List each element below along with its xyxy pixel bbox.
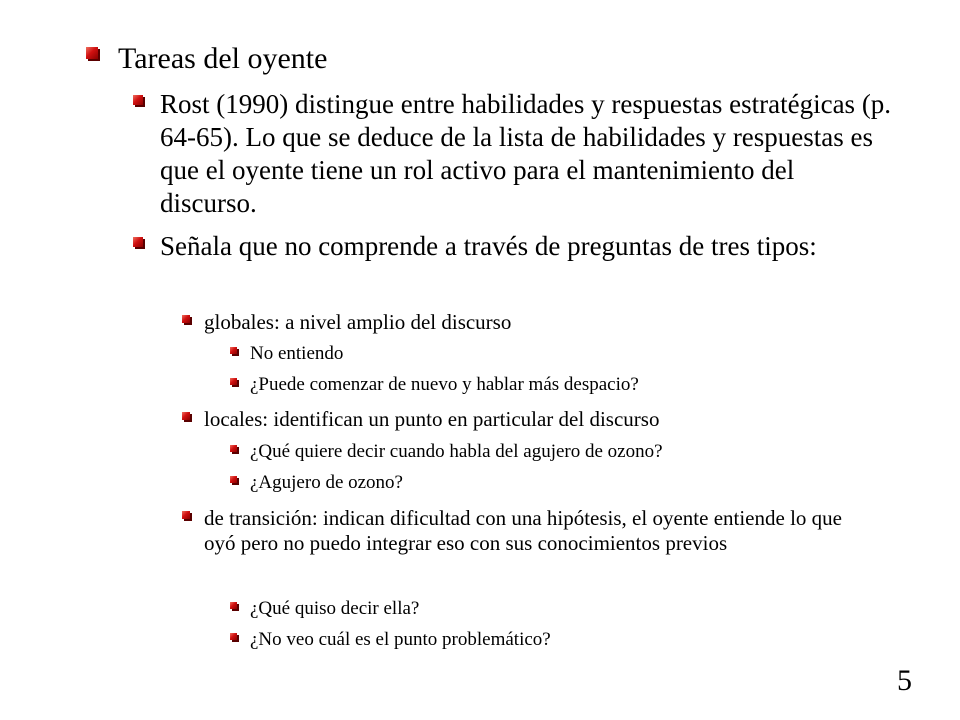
point-rost (160, 88, 895, 220)
example-local-1 (250, 440, 890, 464)
slide-title-text: Tareas del oyente (118, 42, 328, 75)
page-number: 5 (897, 664, 912, 697)
square-bullet-icon (230, 347, 237, 354)
example-text: ¿No veo cuál es el punto problemático? (250, 629, 551, 650)
example-global-2 (250, 373, 890, 397)
square-bullet-icon (230, 633, 237, 640)
square-bullet-icon (133, 95, 143, 105)
example-local-2 (250, 471, 890, 495)
point-question-types (160, 230, 895, 263)
question-type-global (204, 310, 894, 335)
square-bullet-icon (230, 445, 237, 452)
example-text: ¿Qué quiere decir cuando habla del agujero de ozono? (250, 441, 663, 462)
square-bullet-icon (182, 315, 190, 323)
example-global-1 (250, 342, 890, 366)
square-bullet-icon (182, 412, 190, 420)
example-text: ¿Agujero de ozono? (250, 472, 403, 493)
question-type-label: de transición: indican dificultad con una hipótesis, el oyente entiende lo que oyó pero no puedo integrar eso con sus conocimientos previos (204, 506, 842, 555)
slide-title (118, 42, 918, 76)
question-type-label: globales: a nivel amplio del discurso (204, 310, 512, 334)
example-transition-2 (250, 628, 890, 652)
square-bullet-icon (230, 602, 237, 609)
example-text: ¿Qué quiso decir ella? (250, 598, 420, 619)
question-type-transition (204, 506, 854, 556)
square-bullet-icon (230, 378, 237, 385)
example-text: No entiendo (250, 343, 344, 364)
point-rost-text: Rost (1990) distingue entre habilidades y respuestas estratégicas (p. 64-65). Lo que se deduce de la lista de habilidades y respuestas es que el oyente tiene un rol activo para el mantenimiento del discurso. (160, 89, 892, 218)
question-type-local (204, 407, 894, 432)
square-bullet-icon (133, 237, 143, 247)
square-bullet-icon (182, 511, 190, 519)
example-transition-1 (250, 597, 890, 621)
example-text: ¿Puede comenzar de nuevo y hablar más despacio? (250, 374, 639, 395)
square-bullet-icon (86, 47, 98, 59)
question-type-label: locales: identifican un punto en particular del discurso (204, 407, 660, 431)
point-question-types-text: Señala que no comprende a través de preguntas de tres tipos: (160, 231, 817, 261)
square-bullet-icon (230, 476, 237, 483)
